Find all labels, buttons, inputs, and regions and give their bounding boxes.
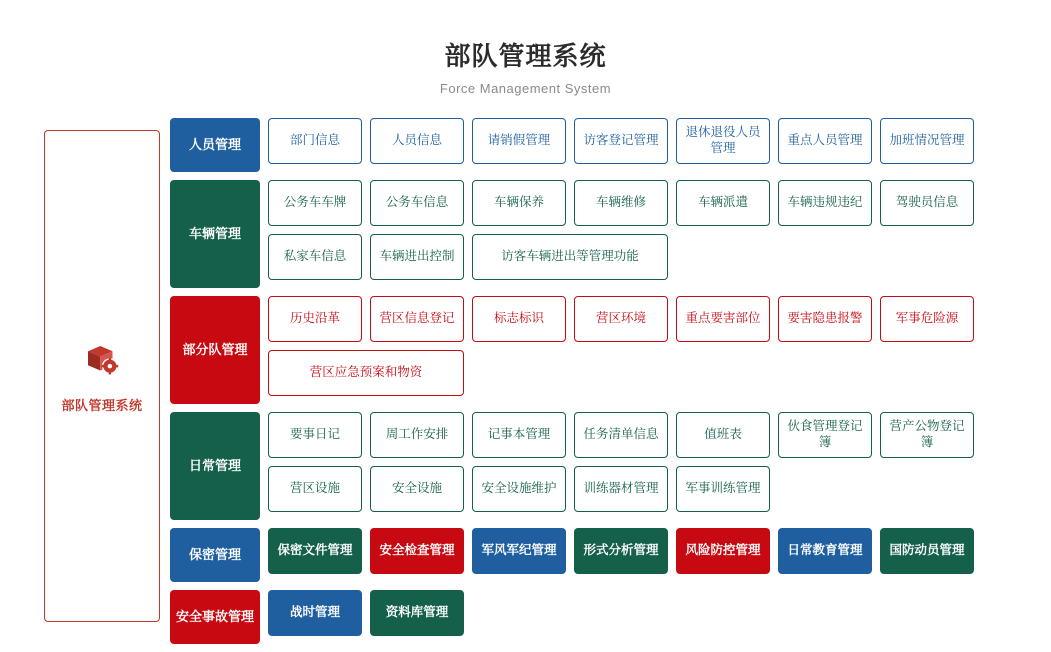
module-item[interactable]: 访客车辆进出等管理功能 [472,234,668,280]
module-item[interactable]: 公务车车牌 [268,180,362,226]
module-item[interactable]: 营区设施 [268,466,362,512]
category-rows [170,118,1050,652]
category-label-personnel[interactable]: 人员管理 [170,118,260,172]
module-item[interactable]: 退休退役人员管理 [676,118,770,164]
module-item[interactable]: 请销假管理 [472,118,566,164]
module-item[interactable]: 营区应急预案和物资 [268,350,464,396]
module-item[interactable]: 周工作安排 [370,412,464,458]
module-item[interactable]: 访客登记管理 [574,118,668,164]
module-item[interactable]: 标志标识 [472,296,566,342]
module-item[interactable]: 部门信息 [268,118,362,164]
module-item[interactable]: 加班情况管理 [880,118,974,164]
module-item[interactable]: 营区环境 [574,296,668,342]
category-row [170,412,1050,520]
page-title: 部队管理系统 [444,41,607,71]
module-item[interactable]: 要事日记 [268,412,362,458]
module-item[interactable]: 资料库管理 [370,590,464,636]
module-item[interactable]: 历史沿革 [268,296,362,342]
module-item[interactable]: 车辆进出控制 [370,234,464,280]
category-label-confidentiality[interactable]: 保密管理 [170,528,260,582]
category-items [268,412,1050,520]
module-item[interactable]: 人员信息 [370,118,464,164]
category-label-unit[interactable]: 部分队管理 [170,296,260,404]
module-item[interactable]: 国防动员管理 [880,528,974,574]
category-label-vehicle[interactable]: 车辆管理 [170,180,260,288]
module-item[interactable]: 安全设施 [370,466,464,512]
module-item[interactable]: 军风军纪管理 [472,528,566,574]
module-item[interactable]: 要害隐患报警 [778,296,872,342]
root-node[interactable] [44,130,160,622]
category-items [268,180,1050,288]
module-item[interactable]: 风险防控管理 [676,528,770,574]
module-item[interactable]: 安全设施维护 [472,466,566,512]
root-node-label: 部队管理系统 [61,397,143,413]
category-items [268,528,1050,582]
module-item[interactable]: 重点要害部位 [676,296,770,342]
page-subtitle: Force Management System [439,81,612,96]
module-item[interactable]: 车辆违规违纪 [778,180,872,226]
category-row [170,180,1050,288]
module-item[interactable]: 私家车信息 [268,234,362,280]
category-label-safety-incident[interactable]: 安全事故管理 [170,590,260,644]
page-header [0,0,1051,96]
module-item[interactable]: 车辆保养 [472,180,566,226]
module-item[interactable]: 值班表 [676,412,770,458]
category-row [170,118,1050,172]
module-item[interactable]: 重点人员管理 [778,118,872,164]
module-item[interactable]: 记事本管理 [472,412,566,458]
module-item[interactable]: 任务清单信息 [574,412,668,458]
module-item[interactable]: 军事训练管理 [676,466,770,512]
category-items [268,296,1050,404]
module-item[interactable]: 训练器材管理 [574,466,668,512]
module-item[interactable]: 形式分析管理 [574,528,668,574]
module-item[interactable]: 战时管理 [268,590,362,636]
category-row [170,528,1050,582]
module-item[interactable]: 安全检查管理 [370,528,464,574]
module-item[interactable]: 军事危险源 [880,296,974,342]
module-item[interactable]: 日常教育管理 [778,528,872,574]
module-item[interactable]: 公务车信息 [370,180,464,226]
package-box-gear-icon [81,339,123,381]
category-row [170,296,1050,404]
module-item[interactable]: 驾驶员信息 [880,180,974,226]
category-items [268,118,1050,172]
module-item[interactable]: 车辆派遣 [676,180,770,226]
module-item[interactable]: 营产公物登记簿 [880,412,974,458]
module-item[interactable]: 营区信息登记 [370,296,464,342]
module-item[interactable]: 保密文件管理 [268,528,362,574]
module-item[interactable]: 车辆维修 [574,180,668,226]
module-item[interactable]: 伙食管理登记簿 [778,412,872,458]
category-label-daily[interactable]: 日常管理 [170,412,260,520]
